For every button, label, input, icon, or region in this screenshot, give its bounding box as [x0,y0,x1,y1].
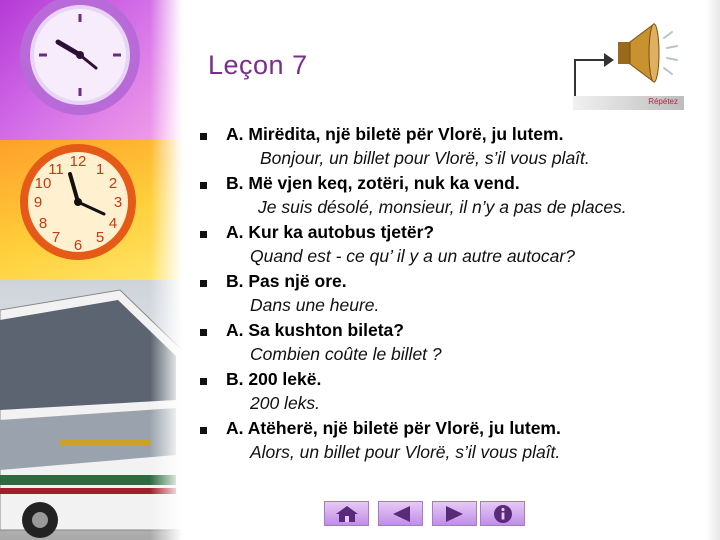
french-text: Bonjour, un billet pour Vlorë, s’il vous plaît. [260,148,590,168]
svg-text:11: 11 [48,161,64,178]
dialogue-line [196,222,706,271]
svg-text:1: 1 [95,161,105,178]
svg-text:6: 6 [73,237,83,254]
bullet-icon [200,133,207,140]
french-text: Quand est - ce qu’ il y a un autre autocar? [250,246,575,266]
svg-text:4: 4 [108,215,118,232]
dialogue-line [196,369,706,418]
info-button[interactable] [480,501,525,526]
french-text: Dans une heure. [250,295,380,315]
svg-text:9: 9 [33,194,43,211]
bullet-icon [200,329,207,336]
albanian-text: B. 200 lekë. [226,369,322,389]
french-text: Alors, un billet pour Vlorë, s’il vous plaît. [250,442,561,462]
french-text: Je suis désolé, monsieur, il n’y a pas de places. [258,197,627,217]
albanian-text: B. Më vjen keq, zotëri, nuk ka vend. [226,173,520,193]
svg-text:12: 12 [69,153,87,170]
photo-collage [0,0,182,540]
info-icon [493,504,513,524]
dialogue-line [196,124,706,173]
bullet-icon [200,182,207,189]
home-icon [335,505,359,523]
bullet-icon [200,231,207,238]
svg-text:3: 3 [113,194,123,211]
albanian-text: B. Pas një ore. [226,271,347,291]
pointer-line-vertical [574,60,576,96]
albanian-text: A. Atëherë, një biletë për Vlorë, ju lutem. [226,418,561,438]
next-icon [444,505,466,523]
svg-text:10: 10 [34,175,52,192]
dialogue-line [196,173,706,222]
bullet-icon [200,427,207,434]
lesson-title: Leçon 7 [208,50,308,80]
french-text: 200 leks. [250,393,321,413]
albanian-text: A. Kur ka autobus tjetër? [226,222,435,242]
albanian-text: A. Sa kushton bileta? [226,320,404,340]
svg-text:7: 7 [51,229,61,246]
dialogue-line [196,320,706,369]
dialogue-list [196,124,706,467]
speaker-icon[interactable] [612,18,684,90]
bullet-icon [200,280,207,287]
previous-icon [390,505,412,523]
dialogue-line [196,271,706,320]
next-button[interactable] [432,501,477,526]
bullet-icon [200,378,207,385]
svg-text:8: 8 [38,215,48,232]
slide-edge [706,0,720,540]
albanian-text: A. Mirëdita, një biletë për Vlorë, ju lutem. [226,124,564,144]
repeat-button[interactable] [573,96,684,110]
svg-text:5: 5 [95,229,105,246]
french-text: Combien coûte le billet ? [250,344,442,364]
svg-text:2: 2 [108,175,118,192]
previous-button[interactable] [378,501,423,526]
collage-fade [150,0,182,540]
dialogue-line [196,418,706,467]
home-button[interactable] [324,501,369,526]
repeat-label: Répétez [648,97,678,106]
